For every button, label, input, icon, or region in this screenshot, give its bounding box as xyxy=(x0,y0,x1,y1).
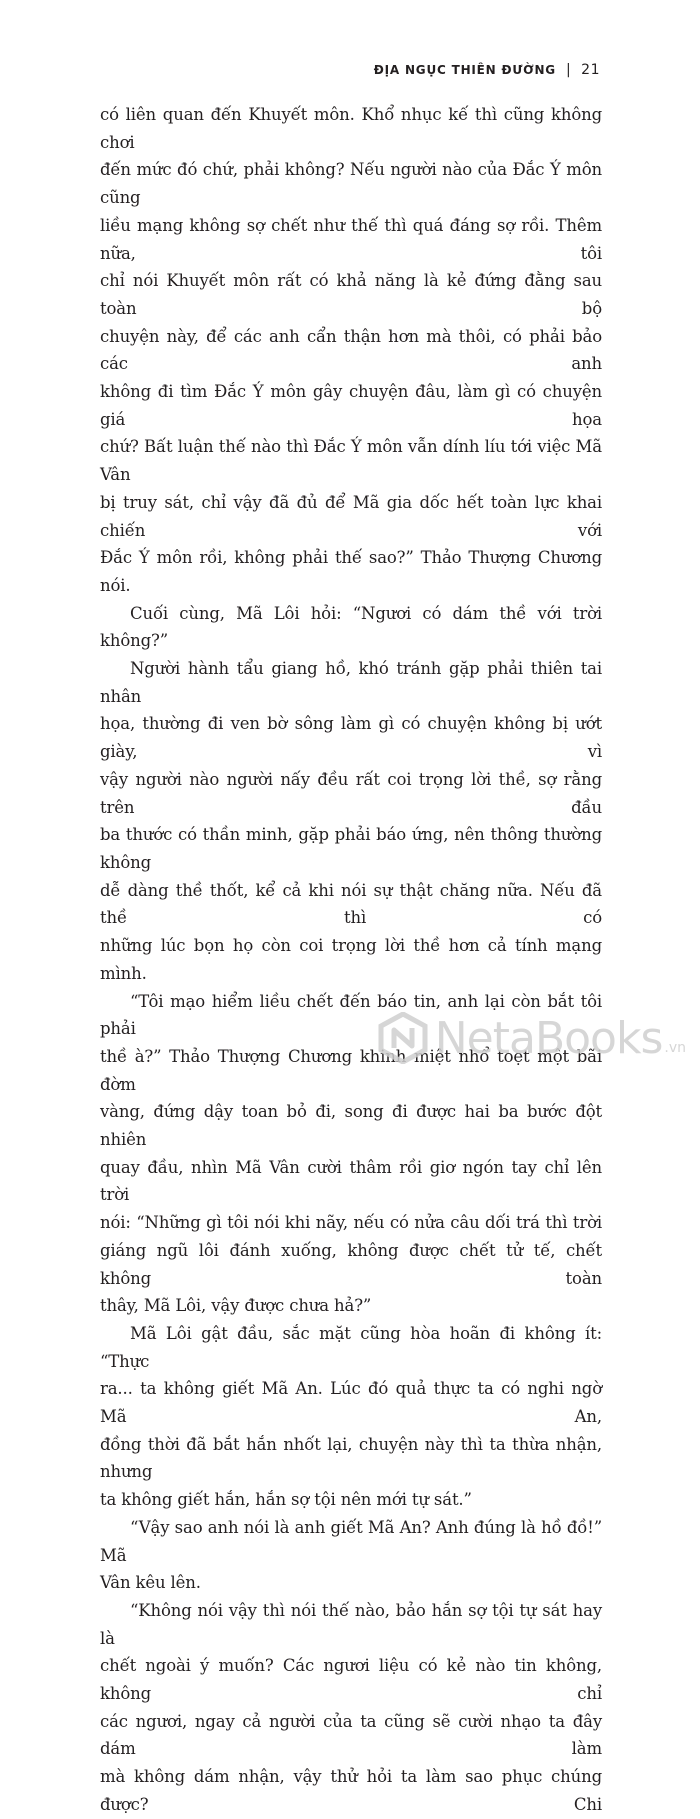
running-header xyxy=(374,62,600,78)
text-line: giáng ngũ lôi đánh xuống, không được chết tử tế, chết không toàn xyxy=(100,1240,602,1288)
book-title: ĐỊA NGỤC THIÊN ĐƯỜNG xyxy=(373,63,556,77)
text-line: chuyện này, để các anh cẩn thận hơn mà thôi, có phải bảo các anh xyxy=(100,326,602,374)
text-line: bị truy sát, chỉ vậy đã đủ để Mã gia dốc hết toàn lực khai chiến với xyxy=(100,492,602,540)
text-line: Cuối cùng, Mã Lôi hỏi: “Ngươi có dám thề với trời không?” xyxy=(100,603,602,651)
text-line: Người hành tẩu giang hồ, khó tránh gặp phải thiên tai nhân xyxy=(100,659,602,706)
watermark-tld: .vn xyxy=(664,1040,686,1056)
text-line: chết ngoài ý muốn? Các ngươi liệu có kẻ nào tin không, không chỉ xyxy=(100,1656,602,1704)
page-number: 21 xyxy=(581,62,600,78)
text-line: có liên quan đến Khuyết môn. Khổ nhục kế thì cũng không chơi xyxy=(100,105,602,152)
text-line: ra... ta không giết Mã An. Lúc đó quả thực ta có nghi ngờ Mã An, xyxy=(100,1379,602,1427)
body-text xyxy=(100,101,602,1819)
text-line: họa, thường đi ven bờ sông làm gì có chuyện không bị ướt giày, vì xyxy=(100,714,602,762)
text-line: mà không dám nhận, vậy thử hỏi ta làm sao phục chúng được? Chi xyxy=(100,1767,602,1814)
text-line: những lúc bọn họ còn coi trọng lời thề hơn cả tính mạng mình. xyxy=(100,936,602,983)
text-line: ba thước có thần minh, gặp phải báo ứng, nên thông thường không xyxy=(100,825,602,872)
netabooks-logo-icon xyxy=(377,1012,429,1064)
watermark-brand: NetaBooks xyxy=(434,1012,663,1064)
text-line: “Vậy sao anh nói là anh giết Mã An? Anh đúng là hồ đồ!” Mã xyxy=(100,1517,602,1565)
header-separator: | xyxy=(565,62,572,78)
text-line: vàng, đứng dậy toan bỏ đi, song đi được hai ba bước đột nhiên xyxy=(100,1102,602,1150)
text-line: nói: “Những gì tôi nói khi nãy, nếu có nửa câu dối trá thì trời xyxy=(100,1213,602,1233)
text-line: ta không giết hắn, hắn sợ tội nên mới tự sát.” xyxy=(100,1490,472,1510)
text-line: các ngươi, ngay cả người của ta cũng sẽ cười nhạo ta đây dám làm xyxy=(100,1711,602,1759)
watermark xyxy=(377,1012,686,1064)
text-line: liều mạng không sợ chết như thế thì quá đáng sợ rồi. Thêm nữa, tôi xyxy=(100,215,602,263)
text-line: dễ dàng thề thốt, kể cả khi nói sự thật chăng nữa. Nếu đã thề thì có xyxy=(100,880,602,928)
text-line: chỉ nói Khuyết môn rất có khả năng là kẻ đứng đằng sau toàn bộ xyxy=(100,271,602,318)
text-line: vậy người nào người nấy đều rất coi trọng lời thề, sợ rằng trên đầu xyxy=(100,769,602,817)
text-line: thề à?” Thảo Thượng Chương khinh miệt nhổ toẹt một bãi đờm xyxy=(100,1046,602,1094)
text-line: đồng thời đã bắt hắn nhốt lại, chuyện này thì ta thừa nhận, nhưng xyxy=(100,1434,602,1482)
text-line: Mã Lôi gật đầu, sắc mặt cũng hòa hoãn đi không ít: “Thực xyxy=(100,1323,602,1371)
text-line: Vân kêu lên. xyxy=(100,1573,201,1593)
text-line: chứ? Bất luận thế nào thì Đắc Ý môn vẫn dính líu tới việc Mã Vân xyxy=(100,437,602,485)
text-line: quay đầu, nhìn Mã Vân cười thâm rồi giơ ngón tay chỉ lên trời xyxy=(100,1157,602,1205)
text-line: thây, Mã Lôi, vậy được chưa hả?” xyxy=(100,1296,372,1316)
text-line: không đi tìm Đắc Ý môn gây chuyện đâu, làm gì có chuyện giá họa xyxy=(100,382,602,429)
text-line: “Tôi mạo hiểm liều chết đến báo tin, anh lại còn bắt tôi phải xyxy=(100,991,602,1039)
text-line: đến mức đó chứ, phải không? Nếu người nào của Đắc Ý môn cũng xyxy=(100,160,602,208)
text-line: Đắc Ý môn rồi, không phải thế sao?” Thảo Thượng Chương nói. xyxy=(100,548,602,595)
text-line: “Không nói vậy thì nói thế nào, bảo hắn sợ tội tự sát hay là xyxy=(100,1600,602,1648)
